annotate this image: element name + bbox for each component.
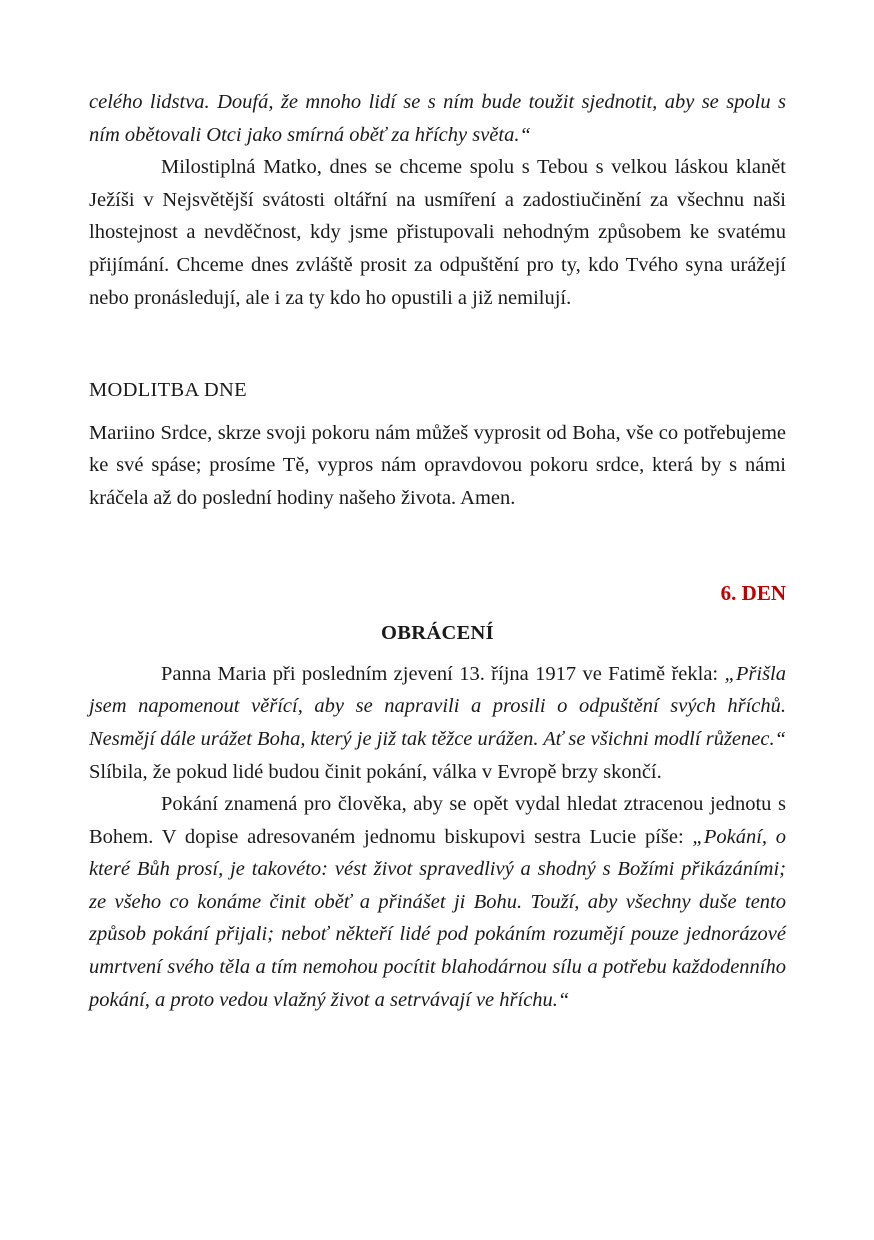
day-paragraph-1 xyxy=(89,658,786,788)
day-label: 6. DEN xyxy=(720,580,786,605)
paragraph-1-tail: Slíbila, že pokud lidé budou činit pokání, válka v Evropě brzy skončí. xyxy=(89,760,662,783)
spacer xyxy=(89,407,786,417)
paragraph-1-intro: Panna Maria při posledním zjevení 13. října 1917 ve Fatimě řekla: xyxy=(161,662,725,685)
paragraph-2-intro: Pokání znamená pro člověka, aby se opět vydal hledat ztracenou jednotu s Bohem. V dopise adresovaném jednomu biskupovi sestra Lucie píše: xyxy=(89,793,786,848)
intro-paragraph: Milostiplná Matko, dnes se chceme spolu s Tebou s velkou láskou klanět Ježíši v Nejsvětější svátosti oltářní na usmíření a zadostiučinění za všechnu naši lhostejnost a nevděčnost, kdy jsme přistupovali nehodným způsobem ke svatému přijímání. Chceme dnes zvláště prosit za odpuštění pro ty, kdo Tvého syna urážejí nebo pronásledují, ale i za ty kdo ho opustili a již nemilují. xyxy=(89,156,786,309)
intro-quote-end: celého lidstva. Doufá, že mnoho lidí se s ním bude toužit sjednotit, aby se spolu s ním obětovali Otci jako smírná oběť za hříchy světa.“ xyxy=(89,91,786,146)
paragraph-1-quote: „Přišla jsem napomenout věřící, aby se napravili a prosili o odpuštění svých hříchů. Nesmějí dále urážet Boha, který je již tak těžce urážen. Ať se všichni modlí růženec.“ xyxy=(89,662,786,750)
document-page xyxy=(89,86,786,1016)
spacer xyxy=(89,515,786,577)
day-paragraph-2 xyxy=(89,788,786,1016)
prayer-heading: MODLITBA DNE xyxy=(89,379,247,402)
section-title: OBRÁCENÍ xyxy=(381,622,494,645)
spacer xyxy=(89,314,786,374)
prayer-text: Mariino Srdce, skrze svoji pokoru nám můžeš vyprosit od Boha, vše co potřebujeme ke své spáse; prosíme Tě, vypros nám opravdovou pokoru srdce, která by s námi kráčela až do poslední hodiny našeho života. Amen. xyxy=(89,421,786,509)
paragraph-2-quote: „Pokání, o které Bůh prosí, je takovéto: vést život spravedlivý a shodný s Božími přikázáními; ze všeho co konáme činit oběť a přinášet ji Bohu. Touží, aby všechny duše tento způsob pokání přijali; neboť někteří lidé pod pokáním rozumějí pouze jednorázové umrtvení svého těla a tím nemohou pocítit blahodárnou sílu a potřebu každodenního pokání, a proto vedou vlažný život a setrvávají ve hříchu.“ xyxy=(89,825,787,1011)
